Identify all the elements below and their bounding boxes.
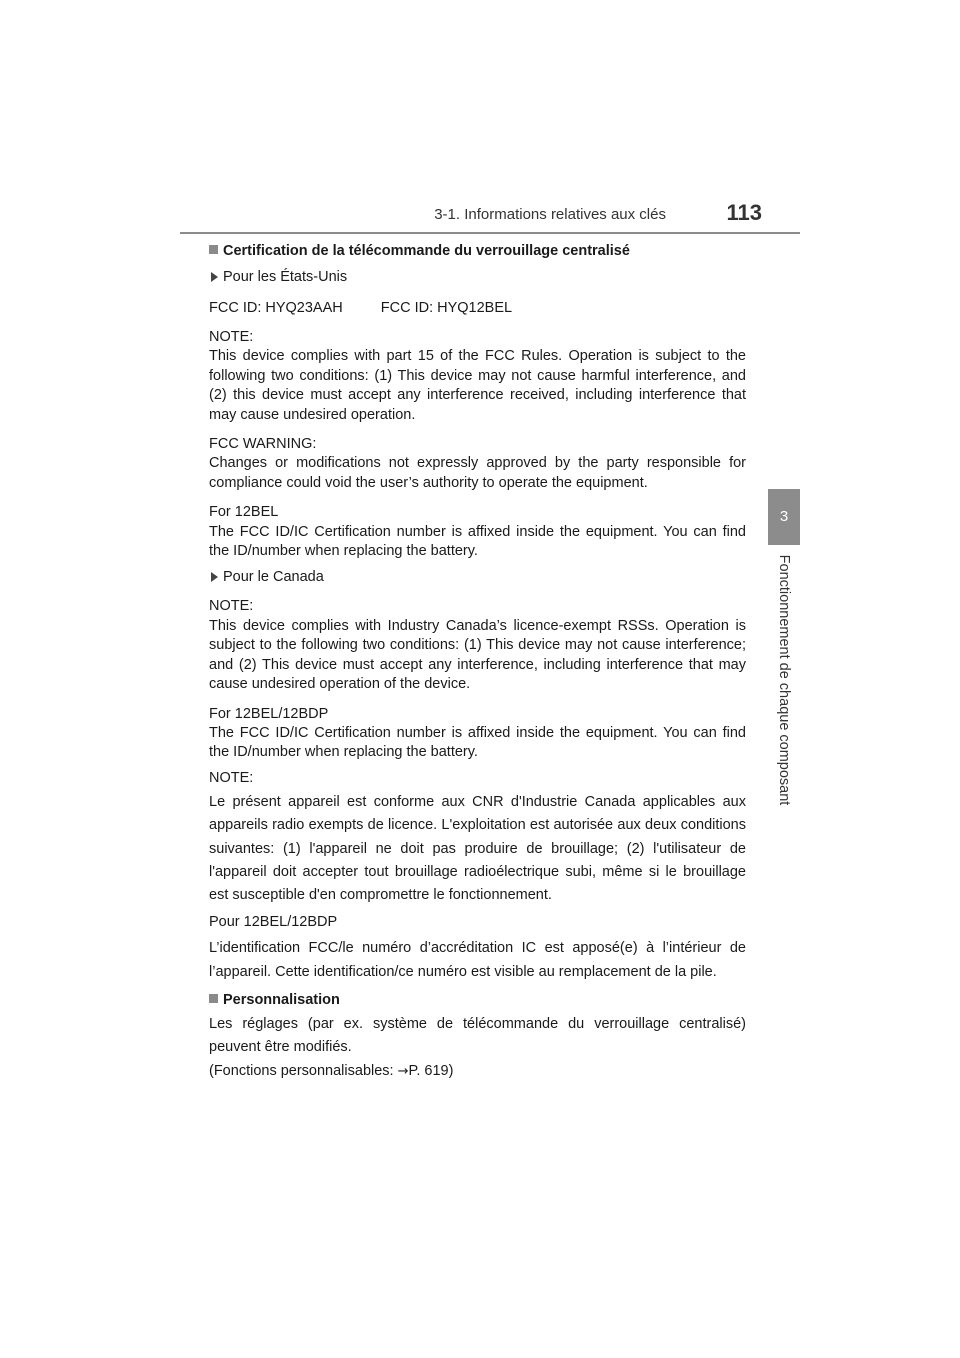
note-heading: NOTE:: [209, 329, 254, 345]
personnalisation-body: Les réglages (par ex. système de télécommande du verrouillage centralisé) peuvent être modifiés.: [209, 1015, 746, 1056]
for-12bel-12bdp-paragraph: [209, 705, 746, 763]
subsection-title: Pour les États-Unis: [223, 269, 348, 285]
canada-note-paragraph: [209, 597, 746, 694]
subsection-title: Pour le Canada: [223, 569, 324, 586]
section-heading-certification: [209, 241, 746, 261]
warning-paragraph: [209, 435, 746, 493]
header-section-title: 3-1. Informations relatives aux clés: [434, 206, 666, 223]
chapter-label: Fonctionnement de chaque composant: [776, 554, 792, 806]
reference-suffix: ): [448, 1062, 454, 1079]
chapter-tab: 3: [768, 489, 800, 545]
fcc-id-row: [209, 298, 746, 318]
fcc-id: FCC ID: HYQ23AAH: [209, 300, 343, 316]
personnalisation-text: [209, 1013, 746, 1083]
note-paragraph: [209, 328, 746, 425]
section-title: Personnalisation: [223, 991, 340, 1008]
french-for-heading: Pour 12BEL/12BDP: [209, 913, 338, 930]
square-bullet-icon: [209, 994, 218, 1003]
warning-heading: FCC WARNING:: [209, 436, 317, 453]
triangle-bullet-icon: [211, 572, 218, 582]
note-heading: NOTE:: [209, 598, 254, 615]
page-number: 113: [726, 200, 762, 225]
section-title: Certification de la télécommande du verrouillage centralisé: [223, 243, 630, 259]
arrow-right-icon: →: [397, 1063, 409, 1079]
french-for-text: L’identification FCC/le numéro d’accréditation IC est apposé(e) à l’intérieur de l’appareil. Cette identification/ce numéro est visible au remplacement de la pile.: [209, 940, 746, 980]
page-reference-link[interactable]: P. 619: [408, 1062, 449, 1079]
header-divider: [180, 232, 800, 234]
for-text: The FCC ID/IC Certification number is affixed inside the equipment. You can find the ID/number when replacing the battery.: [209, 724, 746, 761]
subsection-usa: [209, 267, 746, 287]
fcc-id: FCC ID: HYQ12BEL: [380, 300, 513, 316]
warning-text: Changes or modifications not expressly approved by the party responsible for compliance could void the user’s authority to operate the equipment.: [209, 455, 746, 491]
for-heading: For 12BEL/12BDP: [209, 705, 329, 722]
page-content: [209, 241, 746, 1083]
for-text: The FCC ID/IC Certification number is affixed inside the equipment. You can find the ID/number when replacing the battery.: [209, 523, 746, 560]
for-12bel-paragraph: [209, 503, 746, 561]
square-bullet-icon: [209, 245, 218, 254]
subsection-canada: [209, 567, 746, 587]
french-note-heading: NOTE:: [209, 769, 254, 786]
reference-prefix: (Fonctions personnalisables:: [209, 1062, 398, 1079]
section-heading-personnalisation: [209, 990, 746, 1010]
for-heading: For 12BEL: [209, 504, 279, 521]
note-text: This device complies with Industry Canada’s licence-exempt RSSs. Operation is subject to the following two conditions: (1) This device may not cause interference; and (2) This device must accept any interference, including interference that may cause undesired operation of the device.: [209, 617, 746, 693]
triangle-bullet-icon: [211, 272, 218, 282]
french-note-text: Le présent appareil est conforme aux CNR d'Industrie Canada applicables aux appareils radio exempts de licence. L'exploitation est autorisée aux deux conditions suivantes: (1) l'appareil ne doit pas produire de brouillage; (2) l'utilisateur de l'appareil doit accepter tout brouillage radioélectrique subi, même si le brouillage est susceptible d'en compromettre le fonctionnement.: [209, 793, 746, 904]
note-text: This device complies with part 15 of the FCC Rules. Operation is subject to the following two conditions: (1) This device may not cause harmful interference, and (2) this device must accept any interference received, including interference that may cause undesired operation.: [209, 348, 746, 423]
